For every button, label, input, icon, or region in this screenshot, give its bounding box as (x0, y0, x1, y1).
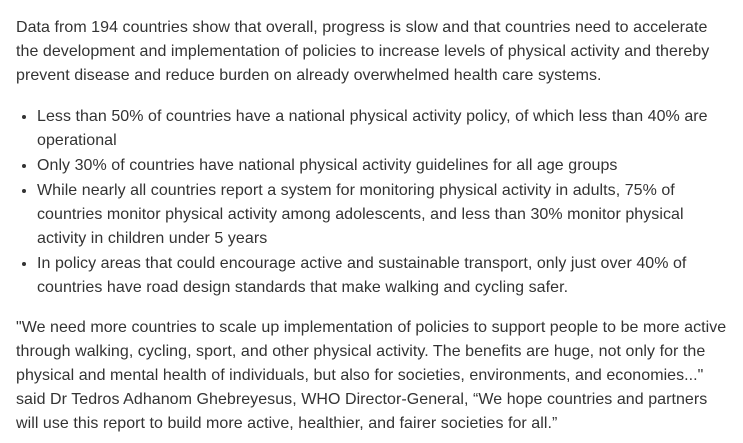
quote-paragraph: "We need more countries to scale up implementation of policies to support people to be more active through walking, cycling, sport, and other physical activity. The benefits are huge, not only for the physical and mental health of individuals, but also for societies, environments, and economies..." said Dr Tedros Adhanom Ghebreyesus, WHO Director-General, “We hope countries and partners will use this report to build more active, healthier, and fairer societies for all.” (16, 319, 727, 432)
list-item: • Less than 50% of countries have a national physical activity policy, of which less than 40% are operational (37, 104, 727, 153)
findings-list (16, 104, 727, 300)
list-item: • In policy areas that could encourage active and sustainable transport, only just over 40% of countries have road design standards that make walking and cycling safer. (37, 251, 727, 300)
list-item: • Only 30% of countries have national physical activity guidelines for all age groups (37, 153, 727, 178)
intro-paragraph: Data from 194 countries show that overall, progress is slow and that countries need to accelerate the development and implementation of policies to increase levels of physical activity and thereby prevent disease and reduce burden on already overwhelmed health care systems. (16, 19, 710, 84)
list-item: • While nearly all countries report a system for monitoring physical activity in adults, 75% of countries monitor physical activity among adolescents, and less than 30% monitor physical activity in children under 5 years (37, 178, 727, 251)
